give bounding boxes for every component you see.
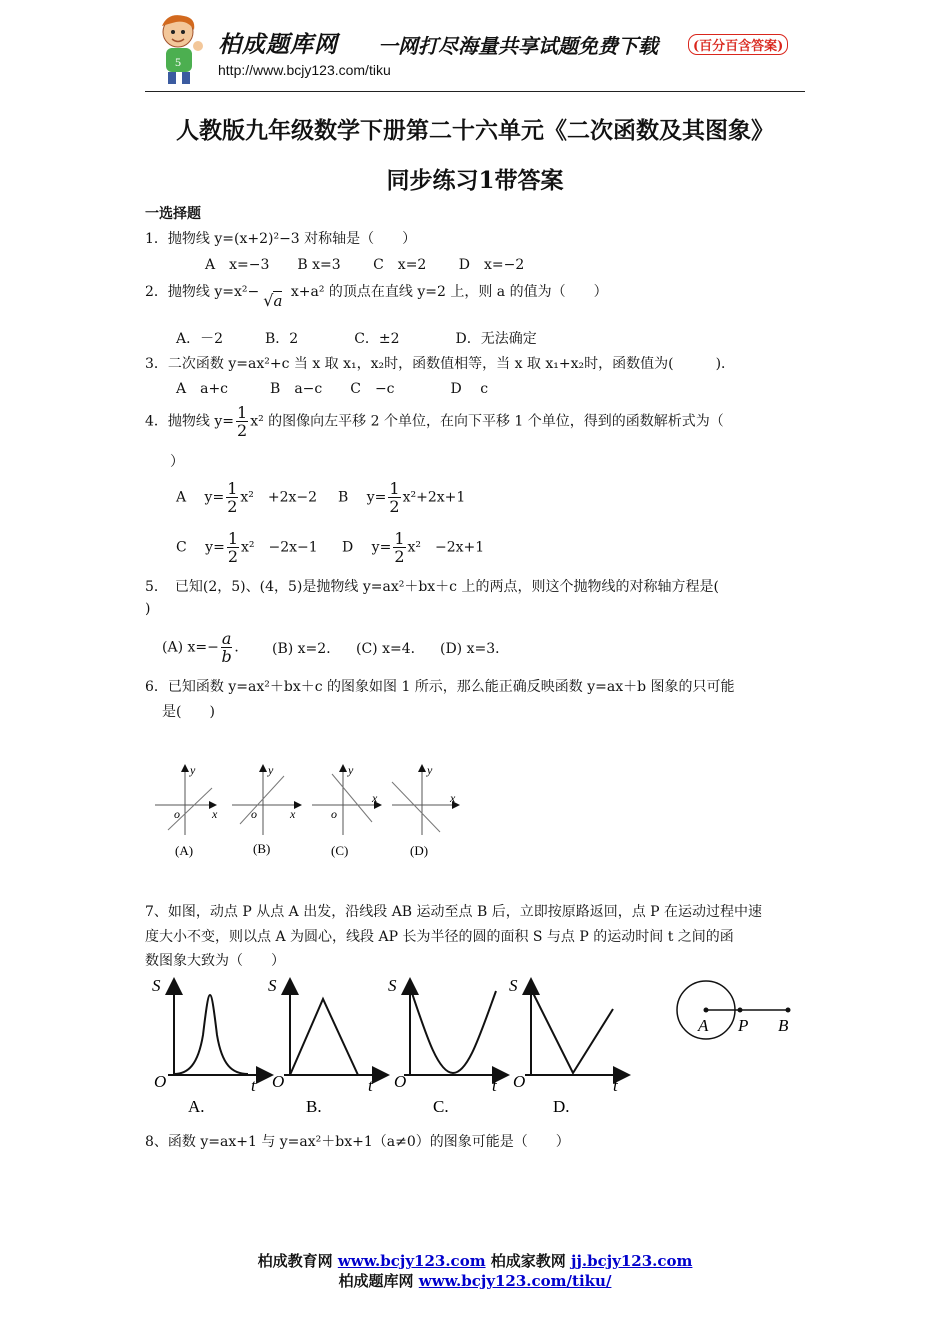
q6c-y-label: y xyxy=(348,763,354,777)
q6-graph-b xyxy=(232,763,300,856)
q7b-t-label: t xyxy=(368,1076,373,1095)
site-url[interactable]: http://www.bcjy123.com/tiku xyxy=(218,62,391,78)
q6-graph-c xyxy=(312,763,380,858)
q7d-t-label: t xyxy=(613,1076,618,1095)
question-4-stem: 4．抛物线 y= $\frac{1}{2}$ x² 的图像向左平移 2 个单位，在向下平移 1 个单位，得到的函数解析式为（ xyxy=(145,403,724,440)
document-title-line1: 人教版九年级数学下册第二十六单元《二次函数及其图象》 xyxy=(176,117,774,144)
q6a-origin: o xyxy=(174,807,180,821)
footer-line2: 柏成题库网 www.bcjy123.com/tiku/ xyxy=(338,1272,612,1290)
q6a-y-label: y xyxy=(190,763,196,777)
question-4-close: ） xyxy=(170,454,184,470)
q7b-label: B. xyxy=(306,1097,322,1116)
question-3-options: A a+c B a−c C −c D c xyxy=(176,381,489,397)
footer-link-jj[interactable]: jj.bcjy123.com xyxy=(571,1252,693,1270)
q7c-origin: O xyxy=(394,1072,407,1091)
question-5-option-d: (D) x=3． xyxy=(440,641,510,657)
question-6-line1: 6．已知函数 y=ax²＋bx＋c 的图象如图 1 所示，那么能正确反映函数 y=ax＋b 图象的只可能 xyxy=(145,679,735,695)
q6b-label: (B) xyxy=(253,841,271,856)
q7d-curve xyxy=(531,989,613,1073)
q6c-origin: o xyxy=(331,807,337,821)
q7c-label: C. xyxy=(433,1097,449,1116)
footer-line1: 柏成教育网 www.bcjy123.com 柏成家教网 jj.bcjy123.com xyxy=(257,1252,693,1270)
site-logo-mascot xyxy=(148,12,210,86)
question-1-stem: 1．抛物线 y=(x+2)²−3 对称轴是（ ） xyxy=(145,231,417,247)
svg-text:5: 5 xyxy=(175,55,181,69)
q7-point-a: A xyxy=(698,1016,709,1035)
q6a-x-label: x xyxy=(212,807,218,821)
question-7-line2: 度大小不变，则以点 A 为圆心，线段 AP 长为半径的圆的面积 S 与点 P 的运动时间 t 之间的函 xyxy=(145,929,734,945)
question-5-option-b: (B) x=2． xyxy=(272,641,341,657)
q6d-x-label: x xyxy=(450,791,456,805)
question-4-option-c: C y= $\frac{1}{2}$ x² −2x−1 xyxy=(176,529,318,566)
q7-point-p: P xyxy=(738,1016,749,1035)
question-4-option-a: A y= $\frac{1}{2}$ x² +2x−2 xyxy=(176,479,318,516)
q7a-t-label: t xyxy=(251,1076,256,1095)
question-6-figures xyxy=(150,760,470,865)
q7d-s-label: S xyxy=(509,976,518,995)
q7b-origin: O xyxy=(272,1072,285,1091)
q7a-s-label: S xyxy=(152,976,161,995)
q7a-label: A. xyxy=(188,1097,205,1116)
q6b-y-label: y xyxy=(268,763,274,777)
q7d-origin: O xyxy=(513,1072,526,1091)
question-2-stem: 2．抛物线 y=x²− √a x+a² 的顶点在直线 y=2 上，则 a 的值为（ ） xyxy=(145,284,608,310)
q6b-origin: o xyxy=(251,807,257,821)
q6a-label: (A) xyxy=(175,843,194,858)
question-1-options: A x=−3 B x=3 C x=2 D x=−2 xyxy=(205,257,525,273)
question-4-option-b: B y= $\frac{1}{2}$ x²+2x+1 xyxy=(338,479,466,516)
q7-point-b: B xyxy=(778,1016,789,1035)
document-title-line2: 同步练习1带答案 xyxy=(386,167,564,194)
site-name: 柏成题库网 xyxy=(218,31,338,58)
q7b-s-label: S xyxy=(268,976,277,995)
q6d-label: (D) xyxy=(410,843,429,858)
header-divider xyxy=(145,91,805,92)
q6d-y-label: y xyxy=(427,763,433,777)
q6c-label: (C) xyxy=(331,843,349,858)
q6c-x-label: x xyxy=(372,791,378,805)
question-5-option-a: (A) x=− $\frac{a}{b}$ ． xyxy=(162,629,249,666)
answer-badge: (百分百含答案) xyxy=(688,34,788,55)
q6-graph-a xyxy=(155,763,218,858)
question-6-line2: 是( ) xyxy=(162,704,215,720)
footer-link-tiku[interactable]: www.bcjy123.com/tiku/ xyxy=(418,1272,612,1290)
q7b-curve xyxy=(290,999,358,1075)
q7c-t-label: t xyxy=(492,1076,497,1095)
question-5-option-c: (C) x=4． xyxy=(356,641,425,657)
question-8-stem: 8、函数 y=ax+1 与 y=ax²＋bx+1（a≠0）的图象可能是（ ） xyxy=(145,1134,570,1150)
q7a-origin: O xyxy=(154,1072,167,1091)
q7c-s-label: S xyxy=(388,976,397,995)
question-2-options: A．－2 B．2 C．±2 D．无法确定 xyxy=(176,331,537,347)
q6b-x-label: x xyxy=(290,807,296,821)
q7d-label: D. xyxy=(553,1097,570,1116)
question-7-line3: 数图象大致为（ ） xyxy=(145,953,285,969)
q7c-curve xyxy=(410,987,496,1073)
question-7-line1: 7、如图，动点 P 从点 A 出发，沿线段 AB 运动至点 B 后，立即按原路返回，点 P 在运动过程中速 xyxy=(145,904,763,920)
footer-link-bcjy[interactable]: www.bcjy123.com xyxy=(337,1252,486,1270)
question-4-option-d: D y= $\frac{1}{2}$ x² −2x+1 xyxy=(342,529,485,566)
q6-graph-d xyxy=(392,763,458,858)
question-5-stem: 5． 已知(2，5)、(4，5)是抛物线 y=ax²＋bx＋c 上的两点，则这个抛物线的对称轴方程是( xyxy=(145,579,719,595)
question-3-stem: 3．二次函数 y=ax²+c 当 x 取 x₁，x₂时，函数值相等，当 x 取 x₁+x₂时，函数值为( )． xyxy=(145,356,736,372)
section-heading: 一选择题 xyxy=(145,206,201,222)
site-slogan: 一网打尽海量共享试题免费下载 xyxy=(378,34,658,58)
question-7-figures xyxy=(148,975,808,1120)
q7a-curve xyxy=(174,995,248,1074)
question-5-close: ) xyxy=(145,601,151,617)
